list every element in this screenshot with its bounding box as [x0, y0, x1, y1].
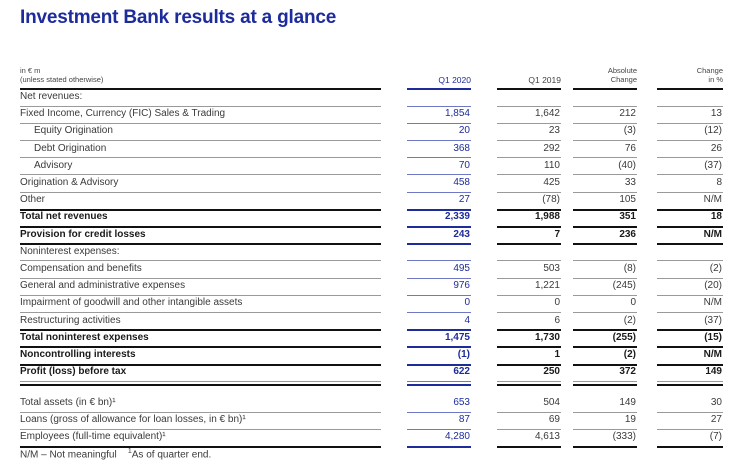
row-rule	[657, 381, 723, 382]
cell-q1-2019: 23	[548, 125, 560, 137]
cell-q1-2019: 0	[554, 297, 560, 309]
cell-q1-2020	[407, 89, 471, 105]
cell-q1-2020: 1,854	[444, 108, 470, 120]
cell-pct-change: 18	[710, 211, 722, 223]
cell-pct-change: 8	[716, 177, 722, 188]
cell-abs-change: (2)	[623, 314, 636, 326]
double-rule	[573, 384, 637, 386]
table-row	[0, 106, 752, 123]
cell-pct-change	[657, 244, 723, 260]
row-label: Total noninterest expenses	[20, 331, 149, 343]
cell-abs-change: 351	[619, 211, 636, 223]
cell-abs-change: (333)	[612, 431, 636, 443]
cell-q1-2020: 495	[453, 263, 470, 274]
table-row	[0, 295, 752, 312]
cell-abs-change: 149	[619, 397, 636, 408]
cell-q1-2020: 2,339	[444, 211, 470, 223]
cell-q1-2020: 27	[458, 194, 470, 206]
row-label: Profit (loss) before tax	[20, 366, 127, 378]
cell-q1-2020: 20	[458, 125, 470, 137]
cell-pct-change: (20)	[704, 280, 722, 292]
cell-q1-2020: 243	[453, 228, 470, 240]
cell-abs-change: (2)	[623, 349, 636, 360]
cell-abs-change: (3)	[623, 125, 636, 137]
row-rule	[20, 381, 381, 382]
double-rule	[657, 384, 723, 386]
cell-q1-2019: 1,988	[534, 211, 560, 223]
cell-q1-2019: 69	[548, 414, 560, 426]
cell-q1-2020: 458	[453, 177, 470, 188]
cell-q1-2019: 292	[543, 142, 560, 154]
cell-pct-change	[657, 89, 723, 105]
table-row	[0, 347, 752, 364]
row-label: Equity Origination	[34, 125, 113, 137]
row-rule	[407, 446, 471, 448]
table-row	[0, 429, 752, 446]
cell-q1-2019	[497, 244, 561, 260]
cell-abs-change	[573, 244, 637, 260]
row-label: Origination & Advisory	[20, 177, 119, 188]
cell-abs-change: 372	[619, 366, 636, 378]
table-row	[0, 158, 752, 175]
cell-abs-change: 236	[619, 228, 636, 240]
row-label: Net revenues:	[20, 91, 83, 102]
table-row	[0, 395, 752, 412]
cell-q1-2020	[407, 244, 471, 260]
footnote-text: As of quarter end.	[131, 449, 212, 461]
row-rule	[657, 446, 723, 448]
row-label: Noncontrolling interests	[20, 349, 136, 360]
table-row	[0, 244, 752, 261]
cell-pct-change: 27	[710, 414, 722, 426]
cell-abs-change: 0	[630, 297, 636, 309]
row-rule	[497, 446, 561, 448]
row-label: Noninterest expenses:	[20, 245, 120, 257]
cell-pct-change: N/M	[703, 349, 722, 360]
table-row	[0, 123, 752, 140]
cell-pct-change: 26	[710, 142, 722, 154]
cell-abs-change: 105	[619, 194, 636, 206]
row-label: Loans (gross of allowance for loan losses, in € bn)¹	[20, 414, 246, 426]
cell-q1-2020: 653	[453, 397, 470, 408]
cell-abs-change: (255)	[612, 331, 636, 343]
cell-q1-2020: 0	[464, 297, 470, 309]
double-rule	[497, 384, 561, 386]
cell-pct-change: N/M	[703, 297, 722, 309]
cell-abs-change: 33	[624, 177, 636, 188]
cell-q1-2020: 87	[458, 414, 470, 426]
cell-abs-change: (245)	[612, 280, 636, 292]
cell-q1-2019: 504	[543, 397, 560, 408]
row-label: Compensation and benefits	[20, 263, 142, 274]
table-row	[0, 175, 752, 192]
cell-q1-2019: 1	[554, 349, 560, 360]
cell-q1-2020: 622	[453, 366, 470, 378]
cell-q1-2020: (1)	[457, 349, 470, 360]
cell-q1-2019: 425	[543, 177, 560, 188]
table-row	[0, 192, 752, 209]
table-row	[0, 209, 752, 226]
double-rule	[407, 384, 471, 386]
cell-pct-change: (37)	[704, 159, 722, 171]
row-label: General and administrative expenses	[20, 280, 186, 292]
table-row	[0, 412, 752, 429]
table-row	[0, 278, 752, 295]
footnote: N/M – Not meaningful $^1$As of quarter end.	[20, 448, 212, 461]
table-row	[0, 364, 752, 381]
cell-abs-change: 76	[624, 142, 636, 154]
cell-q1-2020: 4,280	[444, 431, 470, 443]
page-title: Investment Bank results at a glance	[20, 7, 337, 28]
row-label: Provision for credit losses	[20, 228, 146, 240]
col-q1-2020-header: Q1 2020	[438, 75, 471, 85]
table-row	[0, 141, 752, 158]
row-rule	[497, 381, 561, 382]
cell-abs-change: (40)	[618, 159, 636, 171]
row-label: Employees (full-time equivalent)¹	[20, 431, 166, 443]
cell-pct-change: (15)	[704, 331, 722, 343]
cell-abs-change	[573, 89, 637, 105]
unit-header: in € m (unless stated otherwise)	[20, 66, 104, 84]
row-rule	[573, 381, 637, 382]
col-q1-2019-header: Q1 2019	[528, 75, 561, 85]
row-rule	[573, 446, 637, 448]
table-row	[0, 261, 752, 278]
cell-pct-change: N/M	[703, 194, 722, 206]
cell-q1-2019: 1,642	[534, 108, 560, 120]
double-rule	[20, 384, 381, 386]
cell-pct-change: 30	[710, 397, 722, 408]
table-row	[0, 89, 752, 106]
cell-abs-change: 212	[619, 108, 636, 120]
row-label: Impairment of goodwill and other intangible assets	[20, 297, 243, 309]
cell-pct-change: N/M	[703, 228, 722, 240]
cell-q1-2019: (78)	[542, 194, 560, 206]
cell-q1-2020: 4	[464, 314, 470, 326]
table-row	[0, 313, 752, 330]
cell-pct-change: (2)	[709, 263, 722, 274]
row-label: Total net revenues	[20, 211, 108, 223]
cell-abs-change: (8)	[623, 263, 636, 274]
cell-q1-2020: 976	[453, 280, 470, 292]
cell-pct-change: (12)	[704, 125, 722, 137]
row-label: Restructuring activities	[20, 314, 121, 326]
cell-q1-2019: 1,730	[534, 331, 560, 343]
row-label: Other	[20, 194, 46, 206]
cell-q1-2019: 503	[543, 263, 560, 274]
table-row	[0, 330, 752, 347]
cell-pct-change: (37)	[704, 314, 722, 326]
cell-q1-2019: 110	[544, 159, 560, 171]
cell-abs-change: 19	[624, 414, 636, 426]
table-row	[0, 227, 752, 244]
row-label: Total assets (in € bn)¹	[20, 397, 116, 408]
row-label: Fixed Income, Currency (FIC) Sales & Trading	[20, 108, 226, 120]
cell-q1-2019	[497, 89, 561, 105]
cell-pct-change: 149	[705, 366, 722, 378]
cell-q1-2019: 7	[554, 228, 560, 240]
cell-q1-2020: 70	[458, 159, 470, 171]
cell-q1-2020: 1,475	[444, 331, 470, 343]
row-rule	[407, 381, 471, 382]
cell-q1-2019: 4,613	[534, 431, 560, 443]
row-label: Debt Origination	[34, 142, 107, 154]
cell-pct-change: 13	[710, 108, 722, 120]
cell-q1-2019: 1,221	[534, 280, 560, 292]
cell-q1-2019: 250	[543, 366, 560, 378]
row-label: Advisory	[34, 159, 73, 171]
col-pct-change-header: Change in %	[696, 66, 723, 84]
cell-q1-2019: 6	[554, 314, 560, 326]
cell-pct-change: (7)	[709, 431, 722, 443]
col-abs-change-header: Absolute Change	[607, 66, 637, 84]
cell-q1-2020: 368	[453, 142, 470, 154]
